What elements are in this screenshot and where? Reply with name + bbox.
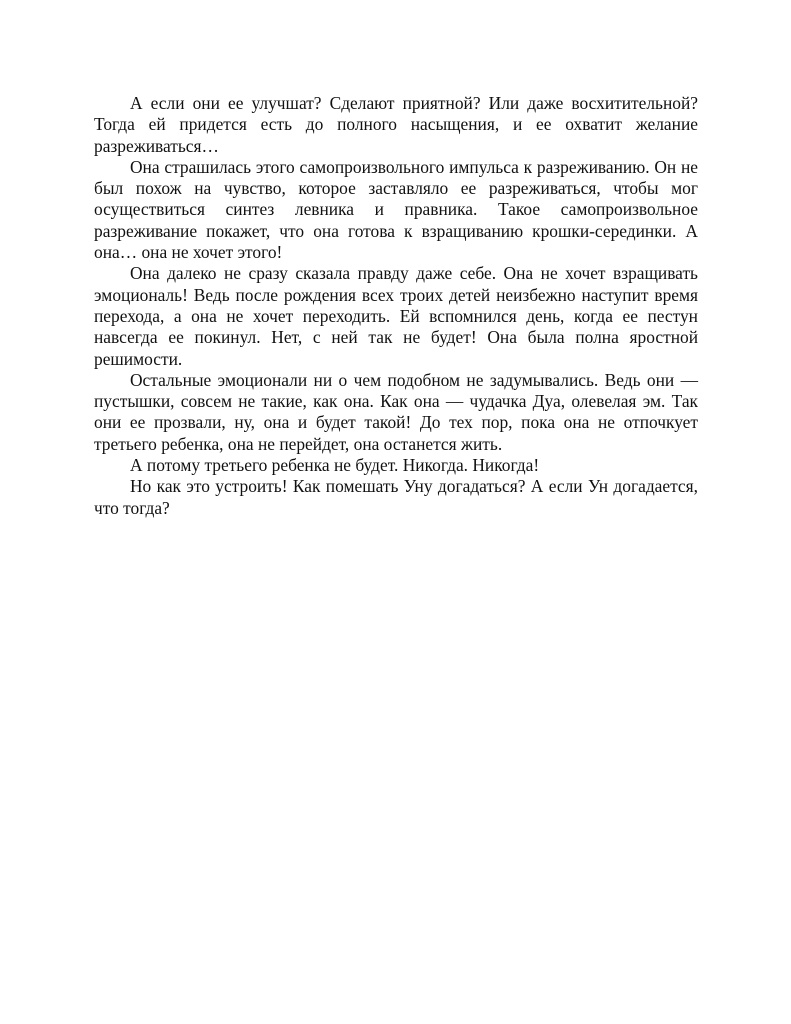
paragraph: А потому третьего ребенка не будет. Никогда. Никогда! — [130, 455, 540, 476]
paragraph: Она далеко не сразу сказала правду даже себе. Она не хочет взращивать эмоциональ! Ведь после рождения всех троих детей неизбежно наступит время перехода, а она не хочет переходить. Ей вспомнился день, когда ее пестун навсегда ее покинул. Нет, с ней так не будет! Она была полна яростной решимости. — [94, 263, 698, 369]
paragraph: А если они ее улучшат? Сделают приятной? Или даже восхитительной? Тогда ей придется есть до полного насыщения, и ее охватит желание разреживаться… — [94, 93, 698, 156]
document-page — [94, 93, 698, 519]
paragraph: Она страшилась этого самопроизвольного импульса к разреживанию. Он не был похож на чувство, которое заставляло ее разреживаться, чтобы мог осуществиться синтез левника и правника. Такое самопроизвольное разреживание покажет, что она готова к взращиванию крошки-серединки. А она… она не хочет этого! — [94, 156, 698, 263]
paragraph: Остальные эмоционали ни о чем подобном не задумывались. Ведь они — пустышки, совсем не такие, как она. Как она — чудачка Дуа, олевелая эм. Так они ее прозвали, ну, она и будет такой! До тех пор, пока она не отпочкует третьего ребенка, она не перейдет, она останется жить. — [94, 369, 698, 454]
paragraph: Но как это устроить! Как помешать Уну догадаться? А если Ун догадается, что тогда? — [94, 476, 698, 518]
